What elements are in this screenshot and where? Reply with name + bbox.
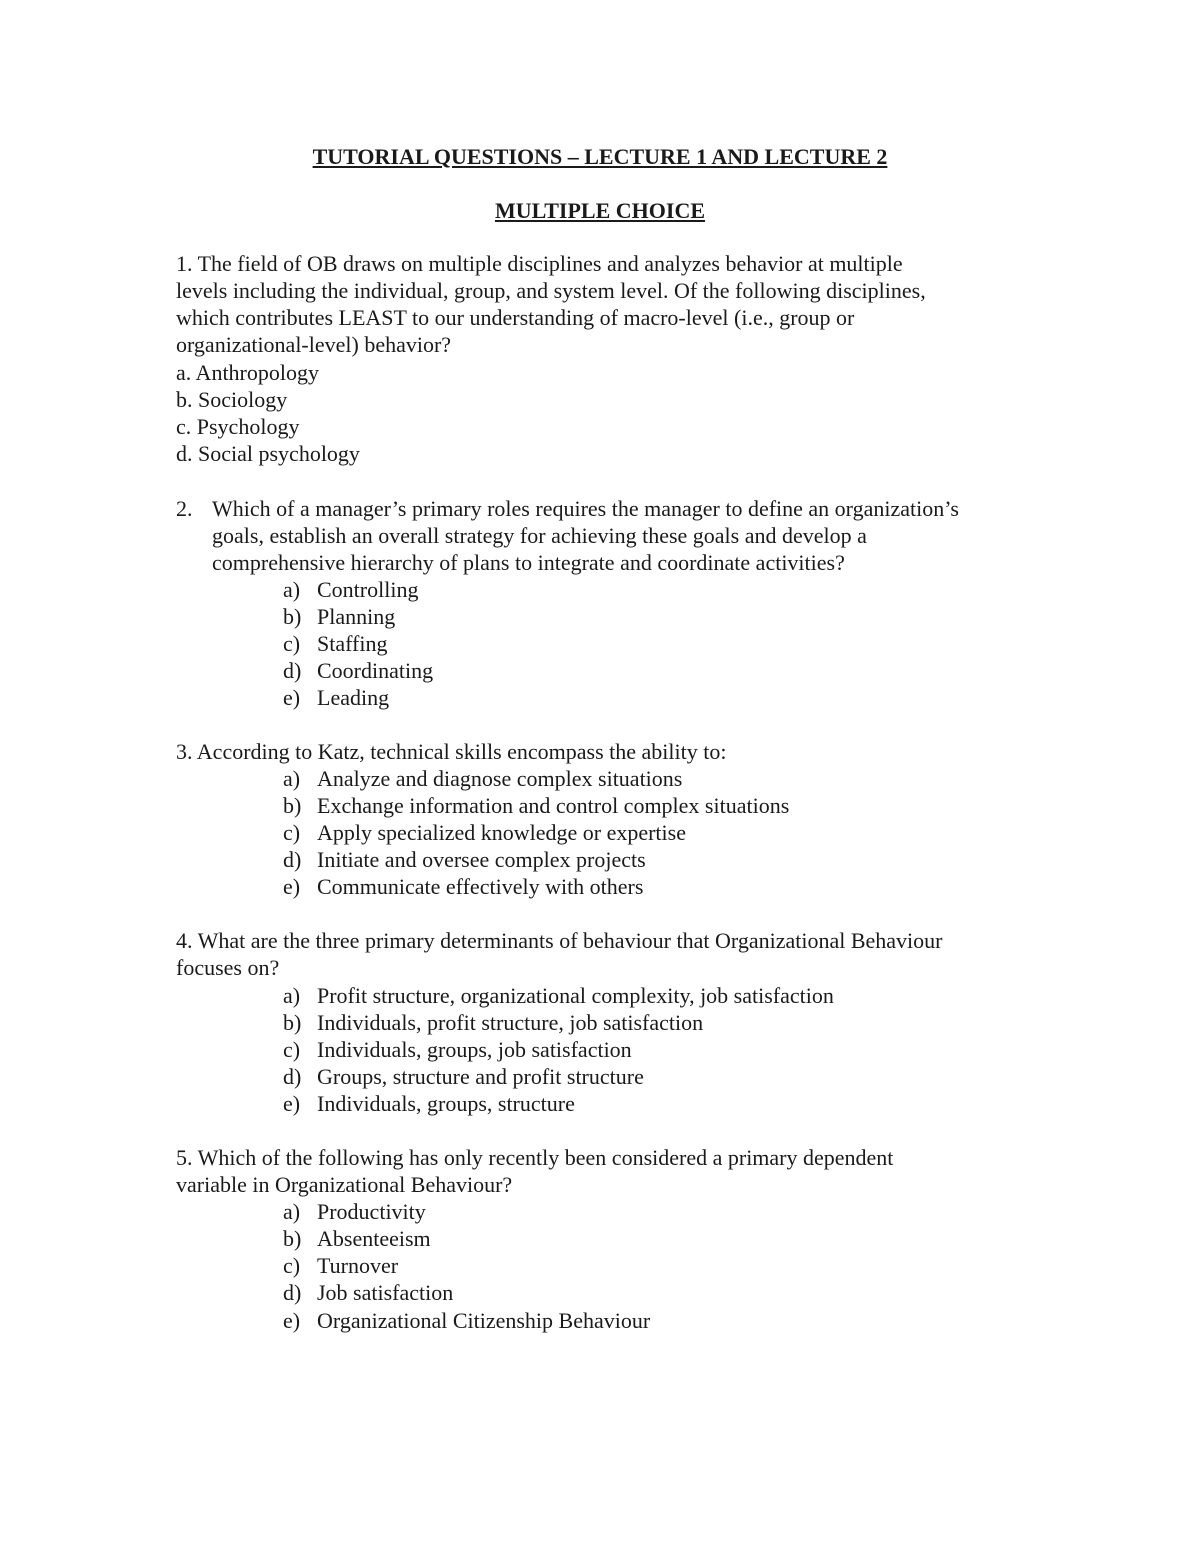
option-letter: b) <box>283 1010 302 1035</box>
option-text: Turnover <box>317 1253 399 1278</box>
option-letter: e) <box>283 1091 301 1116</box>
question-1-option: d. Social psychology <box>176 441 360 466</box>
option-letter: d) <box>283 658 302 683</box>
option-letter: c) <box>283 1253 301 1278</box>
option-letter: c) <box>283 631 301 656</box>
option-text: Planning <box>317 604 396 629</box>
option-text: Job satisfaction <box>317 1280 454 1305</box>
question-1-line: 1. The field of OB draws on multiple disciplines and analyzes behavior at multiple <box>176 251 903 276</box>
option-text: Absenteeism <box>317 1226 431 1251</box>
option-letter: a) <box>283 577 301 602</box>
option-text: Leading <box>317 685 390 710</box>
question-1-option: a. Anthropology <box>176 360 319 385</box>
question-1-line: levels including the individual, group, and system level. Of the following disciplines, <box>176 278 926 303</box>
question-5-line: 5. Which of the following has only recently been considered a primary dependent <box>176 1145 894 1170</box>
option-text: Individuals, groups, structure <box>317 1091 575 1116</box>
option-letter: a) <box>283 983 301 1008</box>
question-2-line: comprehensive hierarchy of plans to integrate and coordinate activities? <box>212 550 845 575</box>
option-letter: d) <box>283 1064 302 1089</box>
option-text: Initiate and oversee complex projects <box>317 847 646 872</box>
option-text: Staffing <box>317 631 388 656</box>
question-5-line: variable in Organizational Behaviour? <box>176 1172 513 1197</box>
question-2-number: 2. <box>176 496 193 521</box>
question-4-line: 4. What are the three primary determinants of behaviour that Organizational Behaviour <box>176 928 943 953</box>
question-3-line: 3. According to Katz, technical skills encompass the ability to: <box>176 739 727 764</box>
option-letter: b) <box>283 1226 302 1251</box>
option-text: Productivity <box>317 1199 426 1224</box>
question-2-line: Which of a manager’s primary roles requires the manager to define an organization’s <box>212 496 959 521</box>
option-text: Exchange information and control complex situations <box>317 793 790 818</box>
question-2-line: goals, establish an overall strategy for achieving these goals and develop a <box>212 523 867 548</box>
option-letter: d) <box>283 1280 302 1305</box>
option-text: Coordinating <box>317 658 434 683</box>
option-text: Individuals, profit structure, job satisfaction <box>317 1010 704 1035</box>
option-text: Analyze and diagnose complex situations <box>317 766 683 791</box>
option-text: Apply specialized knowledge or expertise <box>317 820 686 845</box>
option-text: Communicate effectively with others <box>317 874 644 899</box>
question-1-line: which contributes LEAST to our understanding of macro-level (i.e., group or <box>176 305 855 330</box>
question-4-line: focuses on? <box>176 955 280 980</box>
option-letter: c) <box>283 820 301 845</box>
option-letter: e) <box>283 874 301 899</box>
option-letter: c) <box>283 1037 301 1062</box>
question-1-option: c. Psychology <box>176 414 300 439</box>
option-letter: a) <box>283 1199 301 1224</box>
section-heading: MULTIPLE CHOICE <box>494 198 706 223</box>
question-1-line: organizational-level) behavior? <box>176 332 452 357</box>
option-text: Groups, structure and profit structure <box>317 1064 644 1089</box>
option-letter: b) <box>283 604 302 629</box>
option-text: Individuals, groups, job satisfaction <box>317 1037 632 1062</box>
option-letter: b) <box>283 793 302 818</box>
option-letter: e) <box>283 685 301 710</box>
option-text: Profit structure, organizational complexity, job satisfaction <box>317 983 834 1008</box>
document-title: TUTORIAL QUESTIONS – LECTURE 1 AND LECTURE 2 <box>312 144 888 169</box>
option-letter: a) <box>283 766 301 791</box>
option-letter: e) <box>283 1308 301 1333</box>
option-text: Organizational Citizenship Behaviour <box>317 1308 651 1333</box>
question-1-option: b. Sociology <box>176 387 288 412</box>
option-letter: d) <box>283 847 302 872</box>
option-text: Controlling <box>317 577 419 602</box>
